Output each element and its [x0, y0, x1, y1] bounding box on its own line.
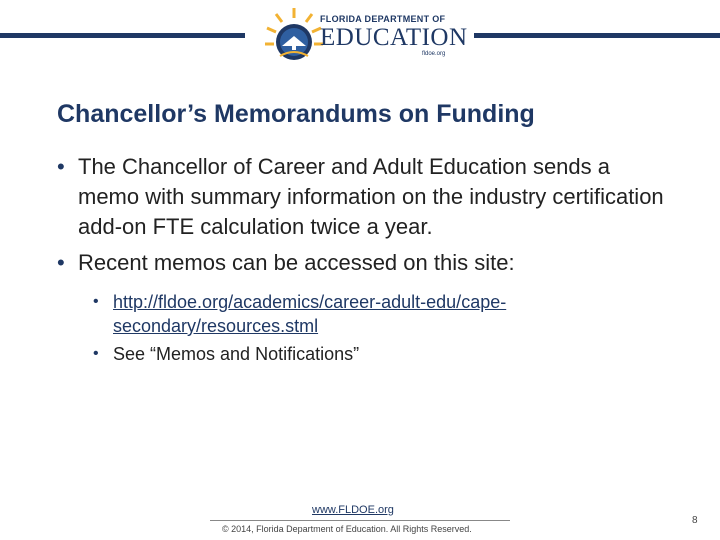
bullet-list [57, 152, 677, 284]
bullet-dot-icon: • [57, 154, 65, 179]
slide-title: Chancellor’s Memorandums on Funding [57, 100, 535, 128]
resources-link[interactable]: http://fldoe.org/academics/career-adult-edu/cape-secondary/resources.stml [113, 292, 507, 336]
sub-bullet-list [93, 290, 653, 370]
bullet-dot-icon: • [57, 250, 65, 275]
sun-emblem-icon [262, 4, 326, 68]
bullet-text: Recent memos can be accessed on this site: [78, 250, 515, 275]
footer-divider [210, 520, 510, 521]
logo-wordmark: EDUCATION [320, 24, 468, 51]
footer-website-link[interactable]: www.FLDOE.org [312, 504, 394, 516]
page-number: 8 [692, 515, 698, 526]
footer-copyright: © 2014, Florida Department of Education. All Rights Reserved. [222, 524, 472, 534]
sub-bullet-item [93, 290, 653, 338]
header-rule-right [474, 33, 720, 38]
sub-bullet-dot-icon: • [93, 345, 99, 362]
sub-bullet-text: See “Memos and Notifications” [113, 344, 360, 364]
bullet-text: The Chancellor of Career and Adult Education sends a memo with summary information on the industry certification add-on FTE calculation twice a year. [78, 154, 664, 239]
logo-url: fldoe.org [422, 51, 446, 57]
bullet-item [57, 152, 677, 242]
logo-org-line: FLORIDA DEPARTMENT OF [320, 14, 446, 24]
bullet-item [57, 248, 677, 278]
header-rule-left [0, 33, 245, 38]
sub-bullet-item [93, 342, 653, 366]
fldoe-logo[interactable] [262, 4, 468, 64]
sub-bullet-dot-icon: • [93, 293, 99, 310]
